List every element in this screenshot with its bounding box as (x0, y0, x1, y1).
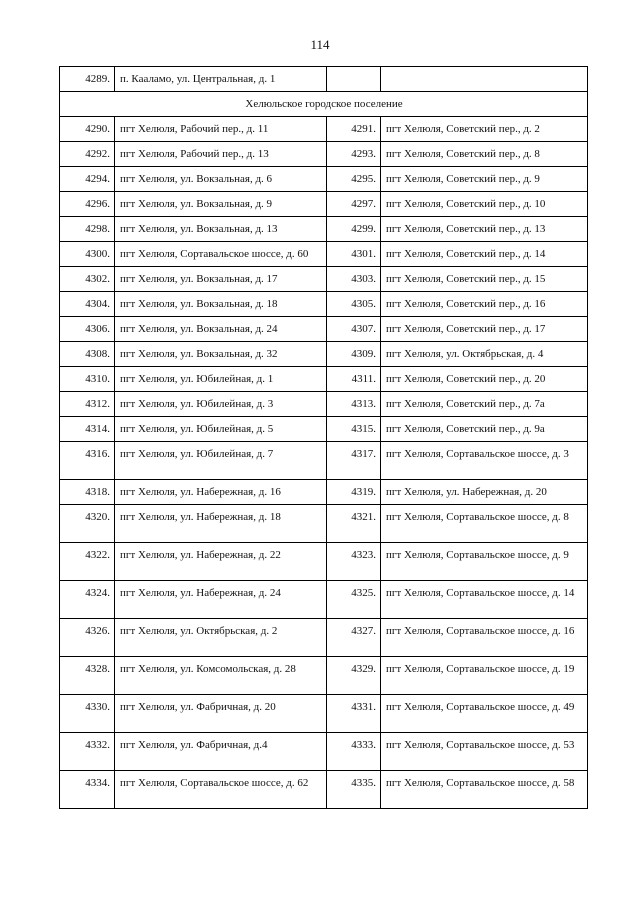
address-cell: пгт Хелюля, Рабочий пер., д. 13 (115, 142, 327, 167)
table-row (60, 267, 588, 292)
address-cell: пгт Хелюля, Советский пер., д. 13 (381, 217, 588, 242)
page-number: 114 (310, 37, 330, 52)
table-row (60, 619, 588, 657)
table-row (60, 367, 588, 392)
table-row (60, 117, 588, 142)
address-cell: пгт Хелюля, ул. Вокзальная, д. 9 (115, 192, 327, 217)
row-number: 4315. (327, 417, 381, 442)
address-cell: пгт Хелюля, Советский пер., д. 16 (381, 292, 588, 317)
table-row (60, 342, 588, 367)
row-number: 4313. (327, 392, 381, 417)
row-number: 4319. (327, 480, 381, 505)
address-cell: пгт Хелюля, Сортавальское шоссе, д. 62 (115, 771, 327, 809)
empty-cell (327, 67, 381, 92)
table-row (60, 695, 588, 733)
table-row (60, 167, 588, 192)
table-row (60, 505, 588, 543)
row-number: 4298. (60, 217, 115, 242)
row-number: 4292. (60, 142, 115, 167)
address-cell: пгт Хелюля, ул. Набережная, д. 18 (115, 505, 327, 543)
row-number: 4311. (327, 367, 381, 392)
row-number: 4302. (60, 267, 115, 292)
row-number: 4308. (60, 342, 115, 367)
address-cell: пгт Хелюля, Сортавальское шоссе, д. 9 (381, 543, 588, 581)
address-cell: пгт Хелюля, Советский пер., д. 7а (381, 392, 588, 417)
address-cell: пгт Хелюля, ул. Октябрьская, д. 4 (381, 342, 588, 367)
row-number: 4293. (327, 142, 381, 167)
table-row (60, 392, 588, 417)
row-number: 4300. (60, 242, 115, 267)
address-cell: пгт Хелюля, ул. Вокзальная, д. 17 (115, 267, 327, 292)
address-cell: пгт Хелюля, ул. Фабричная, д.4 (115, 733, 327, 771)
row-number: 4309. (327, 342, 381, 367)
table-row (60, 771, 588, 809)
row-number: 4323. (327, 543, 381, 581)
address-cell: пгт Хелюля, ул. Набережная, д. 20 (381, 480, 588, 505)
row-number: 4326. (60, 619, 115, 657)
address-cell: пгт Хелюля, Рабочий пер., д. 11 (115, 117, 327, 142)
address-cell: пгт Хелюля, Советский пер., д. 9 (381, 167, 588, 192)
address-cell: пгт Хелюля, Советский пер., д. 9а (381, 417, 588, 442)
row-number: 4305. (327, 292, 381, 317)
address-cell: пгт Хелюля, ул. Вокзальная, д. 24 (115, 317, 327, 342)
table-row (60, 581, 588, 619)
address-cell: пгт Хелюля, Советский пер., д. 15 (381, 267, 588, 292)
row-number: 4316. (60, 442, 115, 480)
row-number: 4290. (60, 117, 115, 142)
address-cell: пгт Хелюля, Советский пер., д. 2 (381, 117, 588, 142)
empty-cell (381, 67, 588, 92)
address-cell: пгт Хелюля, Советский пер., д. 10 (381, 192, 588, 217)
address-cell: пгт Хелюля, ул. Набережная, д. 24 (115, 581, 327, 619)
row-number: 4312. (60, 392, 115, 417)
table-row (60, 142, 588, 167)
address-cell: пгт Хелюля, Советский пер., д. 17 (381, 317, 588, 342)
row-number: 4317. (327, 442, 381, 480)
address-cell: пгт Хелюля, Сортавальское шоссе, д. 58 (381, 771, 588, 809)
table-row (60, 192, 588, 217)
row-number: 4330. (60, 695, 115, 733)
section-title: Хелюльское городское поселение (60, 92, 588, 117)
address-cell: пгт Хелюля, ул. Октябрьская, д. 2 (115, 619, 327, 657)
address-cell: пгт Хелюля, Советский пер., д. 20 (381, 367, 588, 392)
table-row (60, 543, 588, 581)
row-number: 4324. (60, 581, 115, 619)
row-number: 4334. (60, 771, 115, 809)
address-cell: пгт Хелюля, ул. Комсомольская, д. 28 (115, 657, 327, 695)
table-row (60, 67, 588, 92)
row-number: 4304. (60, 292, 115, 317)
address-cell: пгт Хелюля, ул. Набережная, д. 16 (115, 480, 327, 505)
row-number: 4321. (327, 505, 381, 543)
address-cell: пгт Хелюля, ул. Фабричная, д. 20 (115, 695, 327, 733)
row-number: 4325. (327, 581, 381, 619)
table-row (60, 480, 588, 505)
row-number: 4320. (60, 505, 115, 543)
address-cell: пгт Хелюля, ул. Юбилейная, д. 7 (115, 442, 327, 480)
address-cell: пгт Хелюля, ул. Вокзальная, д. 32 (115, 342, 327, 367)
row-number: 4307. (327, 317, 381, 342)
row-number: 4327. (327, 619, 381, 657)
row-number: 4303. (327, 267, 381, 292)
address-cell: пгт Хелюля, Сортавальское шоссе, д. 14 (381, 581, 588, 619)
address-cell: пгт Хелюля, Сортавальское шоссе, д. 19 (381, 657, 588, 695)
address-cell: пгт Хелюля, Сортавальское шоссе, д. 53 (381, 733, 588, 771)
address-cell: пгт Хелюля, ул. Набережная, д. 22 (115, 543, 327, 581)
address-cell: пгт Хелюля, Сортавальское шоссе, д. 49 (381, 695, 588, 733)
row-number: 4301. (327, 242, 381, 267)
row-number: 4333. (327, 733, 381, 771)
row-number: 4332. (60, 733, 115, 771)
row-number: 4291. (327, 117, 381, 142)
table-row (60, 242, 588, 267)
address-cell: пгт Хелюля, Советский пер., д. 8 (381, 142, 588, 167)
address-cell: пгт Хелюля, ул. Вокзальная, д. 18 (115, 292, 327, 317)
address-table (59, 66, 588, 809)
row-number: 4331. (327, 695, 381, 733)
address-cell: пгт Хелюля, Сортавальское шоссе, д. 3 (381, 442, 588, 480)
table-row (60, 317, 588, 342)
row-number: 4306. (60, 317, 115, 342)
address-cell: пгт Хелюля, ул. Юбилейная, д. 1 (115, 367, 327, 392)
table-row (60, 733, 588, 771)
address-cell: пгт Хелюля, ул. Вокзальная, д. 6 (115, 167, 327, 192)
address-cell: пгт Хелюля, Советский пер., д. 14 (381, 242, 588, 267)
row-number: 4335. (327, 771, 381, 809)
table-row (60, 292, 588, 317)
row-number: 4322. (60, 543, 115, 581)
row-number: 4297. (327, 192, 381, 217)
address-cell: пгт Хелюля, Сортавальское шоссе, д. 16 (381, 619, 588, 657)
table-row (60, 217, 588, 242)
row-number: 4299. (327, 217, 381, 242)
row-number: 4314. (60, 417, 115, 442)
row-number: 4329. (327, 657, 381, 695)
table-row (60, 417, 588, 442)
section-header-row (60, 92, 588, 117)
address-cell: пгт Хелюля, ул. Юбилейная, д. 3 (115, 392, 327, 417)
address-cell: п. Кааламо, ул. Центральная, д. 1 (115, 67, 327, 92)
row-number: 4328. (60, 657, 115, 695)
table-row (60, 442, 588, 480)
row-number: 4289. (60, 67, 115, 92)
row-number: 4294. (60, 167, 115, 192)
row-number: 4296. (60, 192, 115, 217)
row-number: 4295. (327, 167, 381, 192)
address-cell: пгт Хелюля, Сортавальское шоссе, д. 8 (381, 505, 588, 543)
row-number: 4318. (60, 480, 115, 505)
address-cell: пгт Хелюля, ул. Вокзальная, д. 13 (115, 217, 327, 242)
address-cell: пгт Хелюля, ул. Юбилейная, д. 5 (115, 417, 327, 442)
table-row (60, 657, 588, 695)
address-cell: пгт Хелюля, Сортавальское шоссе, д. 60 (115, 242, 327, 267)
row-number: 4310. (60, 367, 115, 392)
